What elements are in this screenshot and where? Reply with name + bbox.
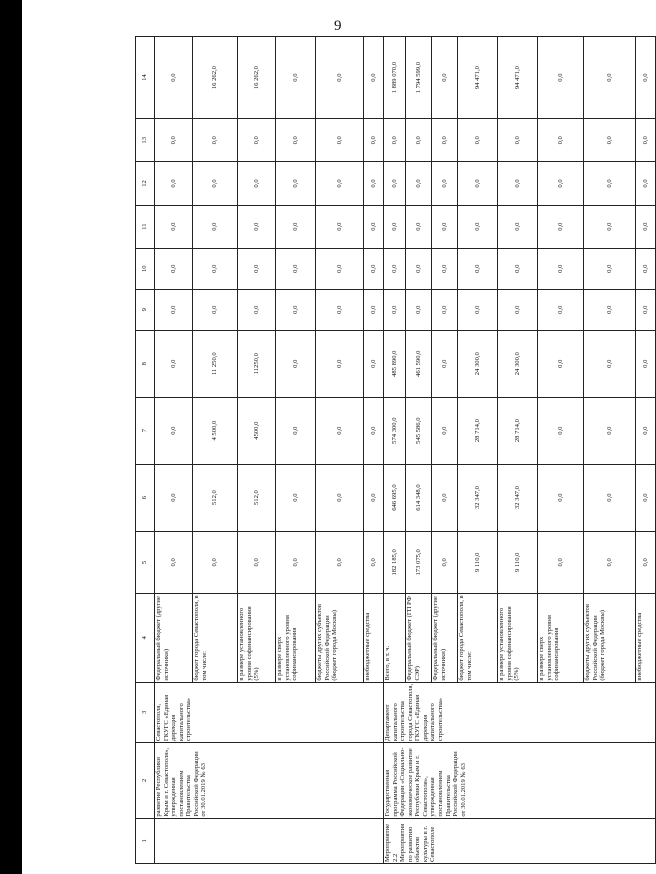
- value-cell: 0,0: [498, 248, 538, 289]
- value-cell: 9 110,0: [498, 531, 538, 594]
- rotated-table-area: [135, 36, 649, 864]
- value-cell: 0,0: [364, 248, 384, 289]
- value-cell: 0,0: [432, 289, 458, 330]
- rotated-table-container: [135, 36, 649, 864]
- value-cell: 173 075,0: [406, 531, 432, 594]
- group2-col3-cell: Департамент капитального строительства города Севастополя, ГКУГС «Единая дирекция капитального строительства»: [384, 682, 656, 742]
- value-cell: 32 347,0: [498, 464, 538, 531]
- funding-source-cell: внебюджетные средства: [636, 594, 656, 683]
- funding-source-cell: в размере установленного уровня софинансирования (5%): [498, 594, 538, 683]
- value-cell: 0,0: [276, 330, 316, 397]
- value-cell: 0,0: [276, 397, 316, 464]
- column-header: 2: [136, 743, 155, 819]
- value-cell: 0,0: [276, 37, 316, 119]
- value-cell: 0,0: [584, 289, 636, 330]
- column-header: 8: [136, 330, 155, 397]
- value-cell: 0,0: [406, 119, 432, 162]
- value-cell: 0,0: [636, 289, 656, 330]
- value-cell: 0,0: [498, 205, 538, 248]
- value-cell: 24 300,0: [458, 330, 498, 397]
- value-cell: 0,0: [458, 205, 498, 248]
- value-cell: 0,0: [584, 464, 636, 531]
- value-cell: 182 185,0: [384, 531, 406, 594]
- value-cell: 94 471,0: [498, 37, 538, 119]
- value-cell: 0,0: [432, 37, 458, 119]
- column-header: 5: [136, 531, 155, 594]
- funding-source-cell: Федеральный бюджет (ГП РФ СЭР): [406, 594, 432, 683]
- value-cell: 0,0: [538, 119, 584, 162]
- value-cell: 545 586,0: [406, 397, 432, 464]
- value-cell: 0,0: [584, 330, 636, 397]
- funding-source-cell: в размере сверх установленного уровня софинансирования: [276, 594, 316, 683]
- value-cell: 512,0: [193, 464, 238, 531]
- value-cell: 0,0: [193, 162, 238, 205]
- value-cell: 0,0: [364, 330, 384, 397]
- column-header: 13: [136, 119, 155, 162]
- value-cell: 574 300,0: [384, 397, 406, 464]
- value-cell: 4 500,0: [193, 397, 238, 464]
- value-cell: 0,0: [636, 162, 656, 205]
- table-row: [384, 37, 406, 864]
- value-cell: 0,0: [155, 37, 193, 119]
- value-cell: 0,0: [584, 37, 636, 119]
- value-cell: 0,0: [538, 397, 584, 464]
- value-cell: 0,0: [406, 248, 432, 289]
- column-header: 9: [136, 289, 155, 330]
- value-cell: 0,0: [636, 205, 656, 248]
- value-cell: 512,0: [238, 464, 276, 531]
- value-cell: 0,0: [276, 248, 316, 289]
- value-cell: 1 794 599,0: [406, 37, 432, 119]
- funding-source-cell: бюджеты других субъектов Российской Федерации (бюджет города Москвы): [584, 594, 636, 683]
- value-cell: 0,0: [538, 330, 584, 397]
- value-cell: 0,0: [155, 397, 193, 464]
- value-cell: 0,0: [636, 464, 656, 531]
- value-cell: 0,0: [238, 289, 276, 330]
- value-cell: 0,0: [636, 397, 656, 464]
- value-cell: 0,0: [276, 162, 316, 205]
- value-cell: 0,0: [384, 119, 406, 162]
- value-cell: 0,0: [316, 162, 364, 205]
- column-header: 6: [136, 464, 155, 531]
- value-cell: 0,0: [316, 289, 364, 330]
- funding-source-cell: Федеральный бюджет (другие источники): [432, 594, 458, 683]
- value-cell: 0,0: [316, 119, 364, 162]
- value-cell: 11250,0: [238, 330, 276, 397]
- value-cell: 485 890,0: [384, 330, 406, 397]
- header-row: [136, 37, 155, 864]
- value-cell: 28 714,0: [498, 397, 538, 464]
- value-cell: 0,0: [432, 330, 458, 397]
- value-cell: 0,0: [584, 119, 636, 162]
- value-cell: 0,0: [538, 464, 584, 531]
- value-cell: 0,0: [238, 162, 276, 205]
- group1-col2-cell: развитие Республики Крым и г. Севастополя», утвержденная постановлением Правительства Российской Федерации от 30.01.2019 № 63: [155, 743, 384, 819]
- value-cell: 0,0: [432, 531, 458, 594]
- value-cell: 0,0: [155, 205, 193, 248]
- value-cell: 0,0: [155, 330, 193, 397]
- table-row: [155, 37, 193, 864]
- funding-source-cell: бюджет города Севастополя, в том числе:: [458, 594, 498, 683]
- value-cell: 28 714,0: [458, 397, 498, 464]
- value-cell: 0,0: [193, 205, 238, 248]
- value-cell: 0,0: [406, 162, 432, 205]
- page-number: 9: [334, 18, 342, 34]
- value-cell: 0,0: [155, 464, 193, 531]
- value-cell: 0,0: [458, 162, 498, 205]
- value-cell: 0,0: [316, 248, 364, 289]
- value-cell: 0,0: [498, 162, 538, 205]
- group1-col3-cell: Севастополя, ГКУГС «Единая дирекция капитального строительства»: [155, 682, 384, 742]
- group1-col1-cell: [155, 818, 384, 863]
- value-cell: 0,0: [538, 37, 584, 119]
- funding-source-cell: в размере сверх установленного уровня софинансирования: [538, 594, 584, 683]
- funding-table: [135, 36, 656, 864]
- value-cell: 0,0: [432, 205, 458, 248]
- value-cell: 0,0: [432, 248, 458, 289]
- value-cell: 0,0: [364, 119, 384, 162]
- value-cell: 0,0: [316, 205, 364, 248]
- value-cell: 0,0: [584, 162, 636, 205]
- value-cell: 0,0: [193, 119, 238, 162]
- value-cell: 0,0: [155, 162, 193, 205]
- value-cell: 0,0: [498, 289, 538, 330]
- funding-source-cell: в размере установленного уровня софинансирования (5%): [238, 594, 276, 683]
- value-cell: 0,0: [316, 397, 364, 464]
- value-cell: 24 300,0: [498, 330, 538, 397]
- value-cell: 0,0: [238, 119, 276, 162]
- value-cell: 0,0: [538, 162, 584, 205]
- column-header: 11: [136, 205, 155, 248]
- value-cell: 0,0: [276, 205, 316, 248]
- funding-source-cell: Федеральный бюджет (другие источники): [155, 594, 193, 683]
- value-cell: 0,0: [538, 248, 584, 289]
- value-cell: 0,0: [155, 119, 193, 162]
- value-cell: 0,0: [276, 289, 316, 330]
- value-cell: 0,0: [432, 119, 458, 162]
- value-cell: 94 471,0: [458, 37, 498, 119]
- value-cell: 0,0: [636, 330, 656, 397]
- value-cell: 16 262,0: [193, 37, 238, 119]
- value-cell: 0,0: [193, 289, 238, 330]
- value-cell: 11 250,0: [193, 330, 238, 397]
- value-cell: 0,0: [584, 248, 636, 289]
- column-header: 1: [136, 818, 155, 863]
- value-cell: 0,0: [406, 289, 432, 330]
- value-cell: 0,0: [316, 531, 364, 594]
- value-cell: 32 347,0: [458, 464, 498, 531]
- group2-col2-cell: Государственная программа Российской Федерации «Социально-экономическое развитие Республики Крым и г. Севастополя», утвержденная постановлением Правительства Российской Федерации от 30.01.2019 № 63: [384, 743, 656, 819]
- value-cell: 0,0: [432, 397, 458, 464]
- funding-source-cell: бюджеты других субъектов Российской Федерации (бюджет города Москвы): [316, 594, 364, 683]
- value-cell: 0,0: [584, 397, 636, 464]
- value-cell: 0,0: [276, 531, 316, 594]
- value-cell: 0,0: [458, 119, 498, 162]
- value-cell: 0,0: [538, 205, 584, 248]
- value-cell: 0,0: [364, 531, 384, 594]
- value-cell: 0,0: [584, 531, 636, 594]
- funding-source-cell: внебюджетные средства: [364, 594, 384, 683]
- value-cell: 0,0: [155, 531, 193, 594]
- group2-col1-cell: Мероприятие 2.2 Мероприятия по развитию объектов культуры в г. Севастополе: [384, 818, 656, 863]
- value-cell: 0,0: [155, 289, 193, 330]
- value-cell: 0,0: [193, 248, 238, 289]
- value-cell: 646 695,0: [384, 464, 406, 531]
- value-cell: 0,0: [498, 119, 538, 162]
- value-cell: 0,0: [316, 37, 364, 119]
- value-cell: 0,0: [636, 37, 656, 119]
- value-cell: 0,0: [364, 289, 384, 330]
- column-header: 3: [136, 682, 155, 742]
- funding-source-cell: бюджет города Севастополя, в том числе:: [193, 594, 238, 683]
- value-cell: 0,0: [584, 205, 636, 248]
- value-cell: 0,0: [538, 531, 584, 594]
- value-cell: 0,0: [364, 464, 384, 531]
- value-cell: 4500,0: [238, 397, 276, 464]
- column-header: 12: [136, 162, 155, 205]
- column-header: 7: [136, 397, 155, 464]
- value-cell: 0,0: [432, 464, 458, 531]
- column-header: 10: [136, 248, 155, 289]
- value-cell: 614 348,0: [406, 464, 432, 531]
- value-cell: 0,0: [458, 248, 498, 289]
- scan-edge: [0, 0, 22, 874]
- funding-source-cell: Всего, в т. ч.: [384, 594, 406, 683]
- value-cell: 16 262,0: [238, 37, 276, 119]
- value-cell: 0,0: [384, 162, 406, 205]
- value-cell: 0,0: [538, 289, 584, 330]
- value-cell: 1 889 070,0: [384, 37, 406, 119]
- value-cell: 461 590,0: [406, 330, 432, 397]
- value-cell: 0,0: [364, 162, 384, 205]
- value-cell: 9 110,0: [458, 531, 498, 594]
- value-cell: 0,0: [316, 464, 364, 531]
- value-cell: 0,0: [238, 248, 276, 289]
- value-cell: 0,0: [406, 205, 432, 248]
- value-cell: 0,0: [276, 119, 316, 162]
- column-header: 14: [136, 37, 155, 119]
- value-cell: 0,0: [238, 531, 276, 594]
- value-cell: 0,0: [384, 289, 406, 330]
- value-cell: 0,0: [155, 248, 193, 289]
- value-cell: 0,0: [364, 397, 384, 464]
- value-cell: 0,0: [364, 205, 384, 248]
- value-cell: 0,0: [238, 205, 276, 248]
- value-cell: 0,0: [193, 531, 238, 594]
- value-cell: 0,0: [364, 37, 384, 119]
- value-cell: 0,0: [384, 205, 406, 248]
- value-cell: 0,0: [276, 464, 316, 531]
- value-cell: 0,0: [458, 289, 498, 330]
- value-cell: 0,0: [636, 531, 656, 594]
- value-cell: 0,0: [636, 248, 656, 289]
- value-cell: 0,0: [316, 330, 364, 397]
- value-cell: 0,0: [384, 248, 406, 289]
- value-cell: 0,0: [432, 162, 458, 205]
- value-cell: 0,0: [636, 119, 656, 162]
- column-header: 4: [136, 594, 155, 683]
